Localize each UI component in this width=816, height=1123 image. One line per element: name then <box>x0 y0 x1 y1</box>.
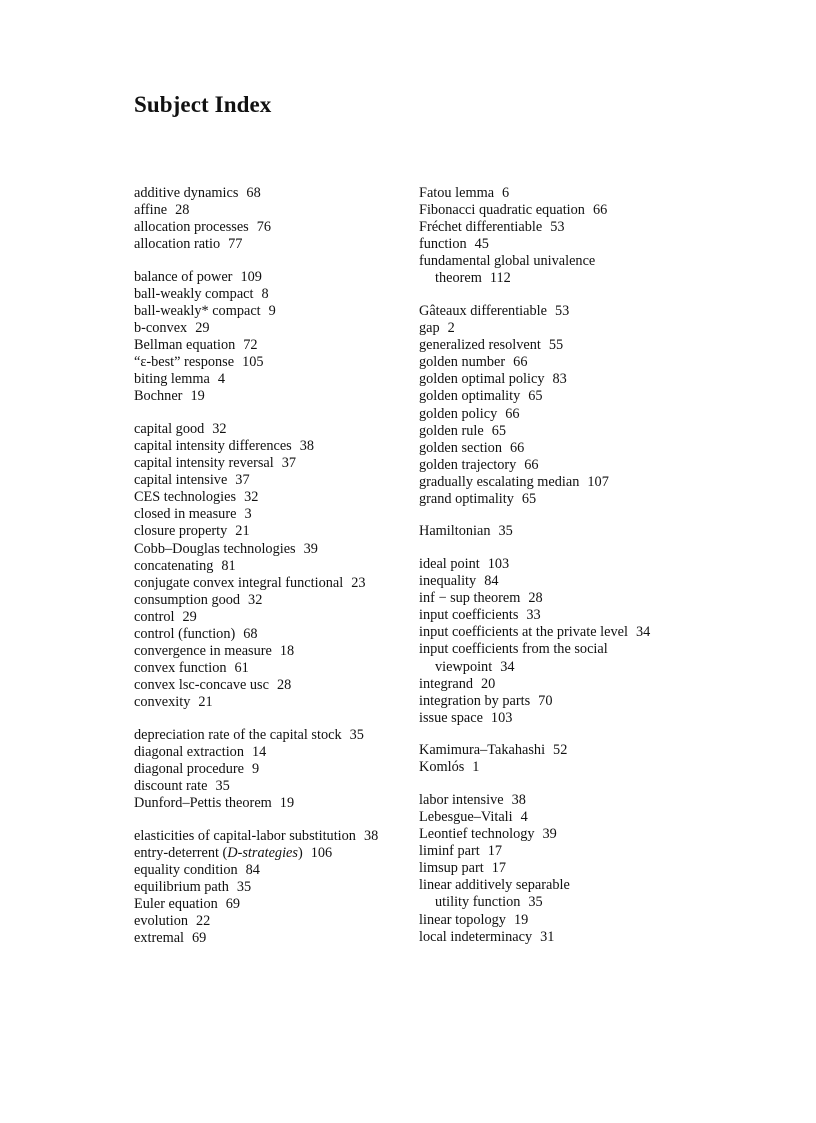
index-entry <box>419 185 719 202</box>
page-ref: 109 <box>240 268 262 285</box>
index-entry <box>419 457 719 474</box>
page-ref: 84 <box>484 573 499 590</box>
index-group-f <box>419 185 719 288</box>
index-entry <box>134 677 409 694</box>
page-ref: 1 <box>472 759 480 776</box>
page-ref: 21 <box>235 523 250 540</box>
index-entry <box>134 592 409 609</box>
index-term: gap <box>419 320 440 337</box>
index-term: closure property <box>134 523 228 540</box>
page-ref: 28 <box>276 677 292 694</box>
page-ref: 8 <box>261 285 269 302</box>
index-term: discount rate <box>134 778 208 795</box>
index-entry <box>419 573 719 590</box>
page-ref: 14 <box>251 743 267 760</box>
page-ref: 53 <box>550 219 565 236</box>
index-term: fundamental global univalence <box>419 253 596 270</box>
index-entry <box>419 742 719 759</box>
continuation-text: theorem <box>435 270 482 287</box>
index-entry <box>134 660 409 677</box>
index-term: Bochner <box>134 388 183 405</box>
page-ref: 81 <box>221 557 236 574</box>
page-ref: 23 <box>351 574 366 591</box>
index-term: Gâteaux differentiable <box>419 302 547 319</box>
index-term: inequality <box>419 573 477 590</box>
index-entry <box>419 354 719 371</box>
index-term: biting lemma <box>134 371 210 388</box>
index-term: consumption good <box>134 591 241 608</box>
index-entry <box>419 590 719 607</box>
page-ref: 28 <box>175 202 190 219</box>
index-term-continuation <box>419 894 719 911</box>
term-prefix: entry-deterrent ( <box>134 844 228 861</box>
index-entry <box>134 879 409 896</box>
index-entry <box>134 455 409 472</box>
page-ref: 32 <box>244 489 259 506</box>
index-term: issue space <box>419 709 483 726</box>
index-entry <box>134 778 409 795</box>
index-entry <box>419 236 719 253</box>
index-term: capital intensity reversal <box>134 455 274 472</box>
index-term: Euler equation <box>134 896 218 913</box>
index-term: grand optimality <box>419 490 514 507</box>
page-ref: 32 <box>248 591 263 608</box>
index-entry <box>419 843 719 860</box>
index-entry <box>134 828 409 845</box>
index-term: conjugate convex integral functional <box>134 574 344 591</box>
index-entry <box>419 693 719 710</box>
index-entry <box>134 337 409 354</box>
index-term: linear additively separable <box>419 877 570 894</box>
index-term: capital intensity differences <box>134 438 292 454</box>
page-ref: 34 <box>635 624 651 641</box>
index-entry <box>134 609 409 626</box>
page-ref: 32 <box>212 420 227 437</box>
page-ref: 29 <box>195 320 210 337</box>
index-group-b <box>134 269 409 406</box>
index-entry <box>134 489 409 506</box>
index-term-continuation <box>419 270 719 287</box>
index-entry <box>134 541 409 558</box>
index-entry <box>419 624 719 641</box>
index-entry <box>419 792 719 809</box>
index-term: Fatou lemma <box>419 185 495 201</box>
index-entry <box>134 438 409 455</box>
index-entry <box>134 795 409 812</box>
index-entry <box>134 320 409 337</box>
index-group-i <box>419 556 719 727</box>
index-term <box>134 845 303 861</box>
index-entry <box>419 388 719 405</box>
page-ref: 66 <box>513 354 528 371</box>
index-term: Komlós <box>419 759 465 776</box>
page-ref: 69 <box>192 930 207 947</box>
page-ref: 65 <box>528 388 543 405</box>
index-term: liminf part <box>419 843 480 860</box>
index-term: capital intensive <box>134 472 228 489</box>
index-term: gradually escalating median <box>419 473 580 490</box>
page-ref: 66 <box>509 439 525 456</box>
page-ref: 28 <box>528 590 543 607</box>
index-entry <box>134 506 409 523</box>
index-term: diagonal extraction <box>134 743 244 760</box>
page-ref: 18 <box>279 643 295 660</box>
page-ref: 35 <box>498 523 513 540</box>
index-term: labor intensive <box>419 791 504 808</box>
index-term: Leontief technology <box>419 826 535 843</box>
index-entry <box>419 826 719 843</box>
index-term: Lebesgue–Vitali <box>419 808 513 825</box>
index-entry <box>134 388 409 405</box>
index-term: input coefficients from the social <box>419 641 608 658</box>
index-group-k <box>419 742 719 776</box>
page-ref: 31 <box>540 928 555 945</box>
page-ref: 105 <box>242 354 264 371</box>
page-ref: 84 <box>245 861 260 878</box>
page-ref: 106 <box>310 844 333 861</box>
page-title: Subject Index <box>134 92 272 117</box>
index-term: golden optimality <box>419 388 521 405</box>
page-ref: 103 <box>487 555 510 572</box>
index-term: diagonal procedure <box>134 761 244 778</box>
index-term: ball-weakly compact <box>134 285 254 302</box>
index-term: affine <box>134 202 168 219</box>
page-ref: 65 <box>491 422 507 439</box>
page-ref: 20 <box>481 675 496 692</box>
page-ref: 68 <box>246 185 261 201</box>
index-entry <box>419 877 719 911</box>
index-term: Hamiltonian <box>419 523 491 540</box>
index-term: control <box>134 608 175 625</box>
index-term: golden policy <box>419 405 498 422</box>
page-ref: 107 <box>587 473 609 490</box>
index-entry <box>134 303 409 320</box>
index-entry <box>134 219 409 236</box>
index-term: evolution <box>134 913 189 930</box>
page-ref: 6 <box>502 185 510 201</box>
index-term: input coefficients at the private level <box>419 624 628 641</box>
index-entry <box>419 809 719 826</box>
index-entry <box>419 440 719 457</box>
page-ref: 17 <box>487 843 503 860</box>
page-ref: 70 <box>538 692 553 709</box>
index-term: convex function <box>134 660 227 677</box>
index-column-right <box>419 185 719 961</box>
page-ref: 66 <box>592 202 608 219</box>
page-ref: 38 <box>511 791 526 808</box>
page-ref: 38 <box>363 827 379 844</box>
index-term-continuation <box>419 659 719 676</box>
index-entry <box>134 185 409 202</box>
page-ref: 53 <box>554 302 570 319</box>
index-entry <box>134 744 409 761</box>
index-entry <box>419 303 719 320</box>
index-term: convexity <box>134 694 191 711</box>
page-ref: 19 <box>513 911 529 928</box>
index-term: allocation processes <box>134 219 249 236</box>
page-ref: 2 <box>447 320 455 337</box>
index-term: integrand <box>419 675 473 692</box>
continuation-text: utility function <box>435 894 521 911</box>
index-term: depreciation rate of the capital stock <box>134 726 342 743</box>
page-ref: 37 <box>281 455 297 472</box>
page-ref: 19 <box>279 795 295 812</box>
index-entry <box>134 202 409 219</box>
page-ref: 66 <box>524 456 539 473</box>
index-term: ball-weakly* compact <box>134 302 261 319</box>
term-suffix: ) <box>297 844 303 861</box>
page-ref: 103 <box>490 709 513 726</box>
page-ref: 35 <box>236 879 252 896</box>
index-entry <box>134 354 409 371</box>
index-entry <box>419 371 719 388</box>
index-entry <box>134 523 409 540</box>
index-term: generalized resolvent <box>419 337 541 354</box>
index-entry <box>419 710 719 727</box>
page-ref: 112 <box>489 270 511 287</box>
index-group-c <box>134 421 409 712</box>
page-ref: 52 <box>553 742 568 759</box>
index-term: local indeterminacy <box>419 928 533 945</box>
page-ref: 34 <box>500 658 515 675</box>
index-entry <box>419 337 719 354</box>
index-term: linear topology <box>419 911 506 928</box>
index-term: Dunford–Pettis theorem <box>134 795 272 812</box>
page-ref: 21 <box>198 694 213 711</box>
index-term: integration by parts <box>419 692 531 709</box>
index-entry <box>419 912 719 929</box>
index-term: input coefficients <box>419 607 519 624</box>
index-term: Cobb–Douglas technologies <box>134 540 296 557</box>
index-term: “ε-best” response <box>134 354 235 371</box>
index-entry <box>134 896 409 913</box>
index-term: control (function) <box>134 626 236 643</box>
index-entry <box>134 761 409 778</box>
index-term: additive dynamics <box>134 185 239 201</box>
index-group-h <box>419 523 719 540</box>
index-term: closed in measure <box>134 506 237 523</box>
index-term: golden trajectory <box>419 456 517 473</box>
page-ref: 77 <box>228 236 243 253</box>
index-term: golden number <box>419 354 506 371</box>
index-entry <box>419 253 719 287</box>
index-term: extremal <box>134 930 185 947</box>
index-column-left <box>134 185 409 963</box>
page-ref: 35 <box>528 894 543 911</box>
page-ref: 76 <box>256 219 272 236</box>
index-entry <box>419 474 719 491</box>
index-term: inf − sup theorem <box>419 590 521 607</box>
term-italic: D-strategies <box>227 844 298 861</box>
index-term: golden optimal policy <box>419 371 545 388</box>
index-group-a <box>134 185 409 253</box>
page-ref: 9 <box>268 302 276 319</box>
page-ref: 65 <box>521 490 537 507</box>
index-entry <box>419 320 719 337</box>
index-entry <box>419 676 719 693</box>
index-entry <box>134 472 409 489</box>
index-entry <box>419 929 719 946</box>
index-entry <box>134 862 409 879</box>
index-entry <box>134 930 409 947</box>
index-term: concatenating <box>134 557 214 574</box>
index-entry <box>134 371 409 388</box>
page-ref: 9 <box>251 761 260 778</box>
index-entry <box>419 641 719 675</box>
index-term: equilibrium path <box>134 879 229 896</box>
index-term: capital good <box>134 420 205 437</box>
page-ref: 37 <box>235 472 250 489</box>
index-term: elasticities of capital-labor substitution <box>134 827 356 844</box>
page-ref: 45 <box>474 236 489 253</box>
index-group-d <box>134 727 409 812</box>
index-term: Fréchet differentiable <box>419 219 543 236</box>
page-ref: 17 <box>491 860 507 877</box>
index-group-l <box>419 792 719 946</box>
page-ref: 55 <box>548 337 564 354</box>
page-ref: 72 <box>243 337 258 354</box>
index-entry <box>419 607 719 624</box>
index-entry <box>134 575 409 592</box>
index-entry <box>134 694 409 711</box>
index-entry <box>419 423 719 440</box>
index-entry <box>134 626 409 643</box>
index-entry <box>419 556 719 573</box>
index-term: CES technologies <box>134 489 237 506</box>
index-entry <box>134 845 409 862</box>
page-ref: 35 <box>215 778 230 795</box>
index-term: convex lsc-concave usc <box>134 677 269 694</box>
page-ref: 83 <box>552 371 567 388</box>
index-entry <box>134 421 409 438</box>
continuation-text: viewpoint <box>435 658 493 675</box>
index-term: limsup part <box>419 860 484 877</box>
page-ref: 29 <box>182 608 197 625</box>
index-term: Fibonacci quadratic equation <box>419 202 585 219</box>
index-term: function <box>419 236 467 253</box>
index-entry <box>419 219 719 236</box>
index-entry <box>419 523 719 540</box>
index-term: b-convex <box>134 320 188 337</box>
index-entry <box>134 913 409 930</box>
index-entry <box>134 727 409 744</box>
index-group-e <box>134 828 409 948</box>
page-ref: 61 <box>234 660 249 677</box>
page-ref: 39 <box>542 826 557 843</box>
page-ref: 66 <box>505 405 520 422</box>
index-entry <box>134 286 409 303</box>
page-ref: 35 <box>349 726 364 743</box>
index-entry <box>134 643 409 660</box>
index-entry <box>419 491 719 508</box>
page-ref: 33 <box>526 607 541 624</box>
index-entry <box>419 202 719 219</box>
index-entry <box>134 269 409 286</box>
page-ref: 38 <box>299 438 315 454</box>
index-entry <box>419 759 719 776</box>
page-ref: 22 <box>196 913 211 930</box>
index-term: balance of power <box>134 268 233 285</box>
page-ref: 39 <box>303 540 318 557</box>
index-entry <box>134 236 409 253</box>
index-term: Bellman equation <box>134 337 236 354</box>
index-term: allocation ratio <box>134 236 221 253</box>
index-term: golden section <box>419 439 502 456</box>
page-ref: 4 <box>520 808 528 825</box>
index-group-g <box>419 303 719 508</box>
page-ref: 19 <box>190 388 205 405</box>
index-entry <box>134 558 409 575</box>
page-ref: 3 <box>244 506 252 523</box>
index-term: ideal point <box>419 555 480 572</box>
page-ref: 4 <box>217 371 225 388</box>
page-ref: 69 <box>225 896 241 913</box>
index-term: golden rule <box>419 422 484 439</box>
index-entry <box>419 406 719 423</box>
page-ref: 68 <box>243 626 258 643</box>
index-term: equality condition <box>134 861 238 878</box>
index-entry <box>419 860 719 877</box>
index-term: Kamimura–Takahashi <box>419 742 546 759</box>
index-term: convergence in measure <box>134 643 272 660</box>
